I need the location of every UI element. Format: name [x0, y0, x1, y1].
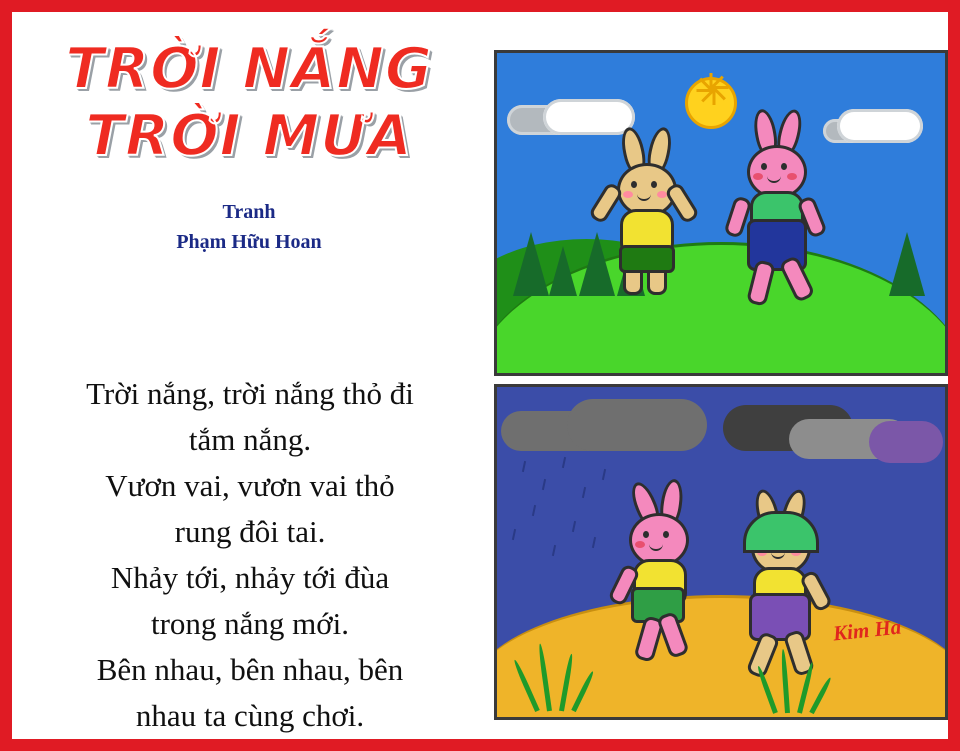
lyric-line: Vươn vai, vươn vai thỏ	[105, 468, 395, 504]
title-block	[34, 36, 464, 257]
poster-inner	[12, 12, 948, 739]
tree-icon	[579, 232, 615, 296]
lyric-line: tắm nắng.	[188, 422, 312, 458]
tree-icon	[549, 246, 577, 296]
lyric-line: Bên nhau, bên nhau, bên	[96, 652, 404, 688]
storm-cloud-icon	[869, 421, 943, 463]
illustration-rainy	[494, 384, 948, 720]
sun-icon	[685, 77, 737, 129]
illustration-sunny	[494, 50, 948, 376]
credit-block	[34, 197, 464, 257]
artist-signature: Kim Ha	[831, 614, 903, 646]
tree-icon	[889, 232, 925, 296]
credit-artist: Phạm Hữu Hoan	[176, 230, 322, 253]
lyric-line: Nhảy tới, nhảy tới đùa	[110, 560, 390, 596]
cloud-icon	[543, 99, 635, 135]
cloud-icon	[837, 109, 923, 143]
lyric-line: rung đôi tai.	[174, 514, 326, 550]
title-line-2: TRỜI MƯA	[85, 103, 413, 170]
lyrics-block	[22, 372, 478, 740]
title-line-1: TRỜI NẮNG	[65, 36, 433, 102]
storm-cloud-icon	[567, 399, 707, 451]
lyric-line: trong nắng mới.	[150, 606, 350, 642]
lyric-line: Trời nắng, trời nắng thỏ đi	[86, 376, 414, 411]
credit-label: Tranh	[222, 200, 276, 223]
lyric-line: nhau ta cùng chơi.	[135, 698, 365, 734]
tree-icon	[513, 232, 549, 296]
